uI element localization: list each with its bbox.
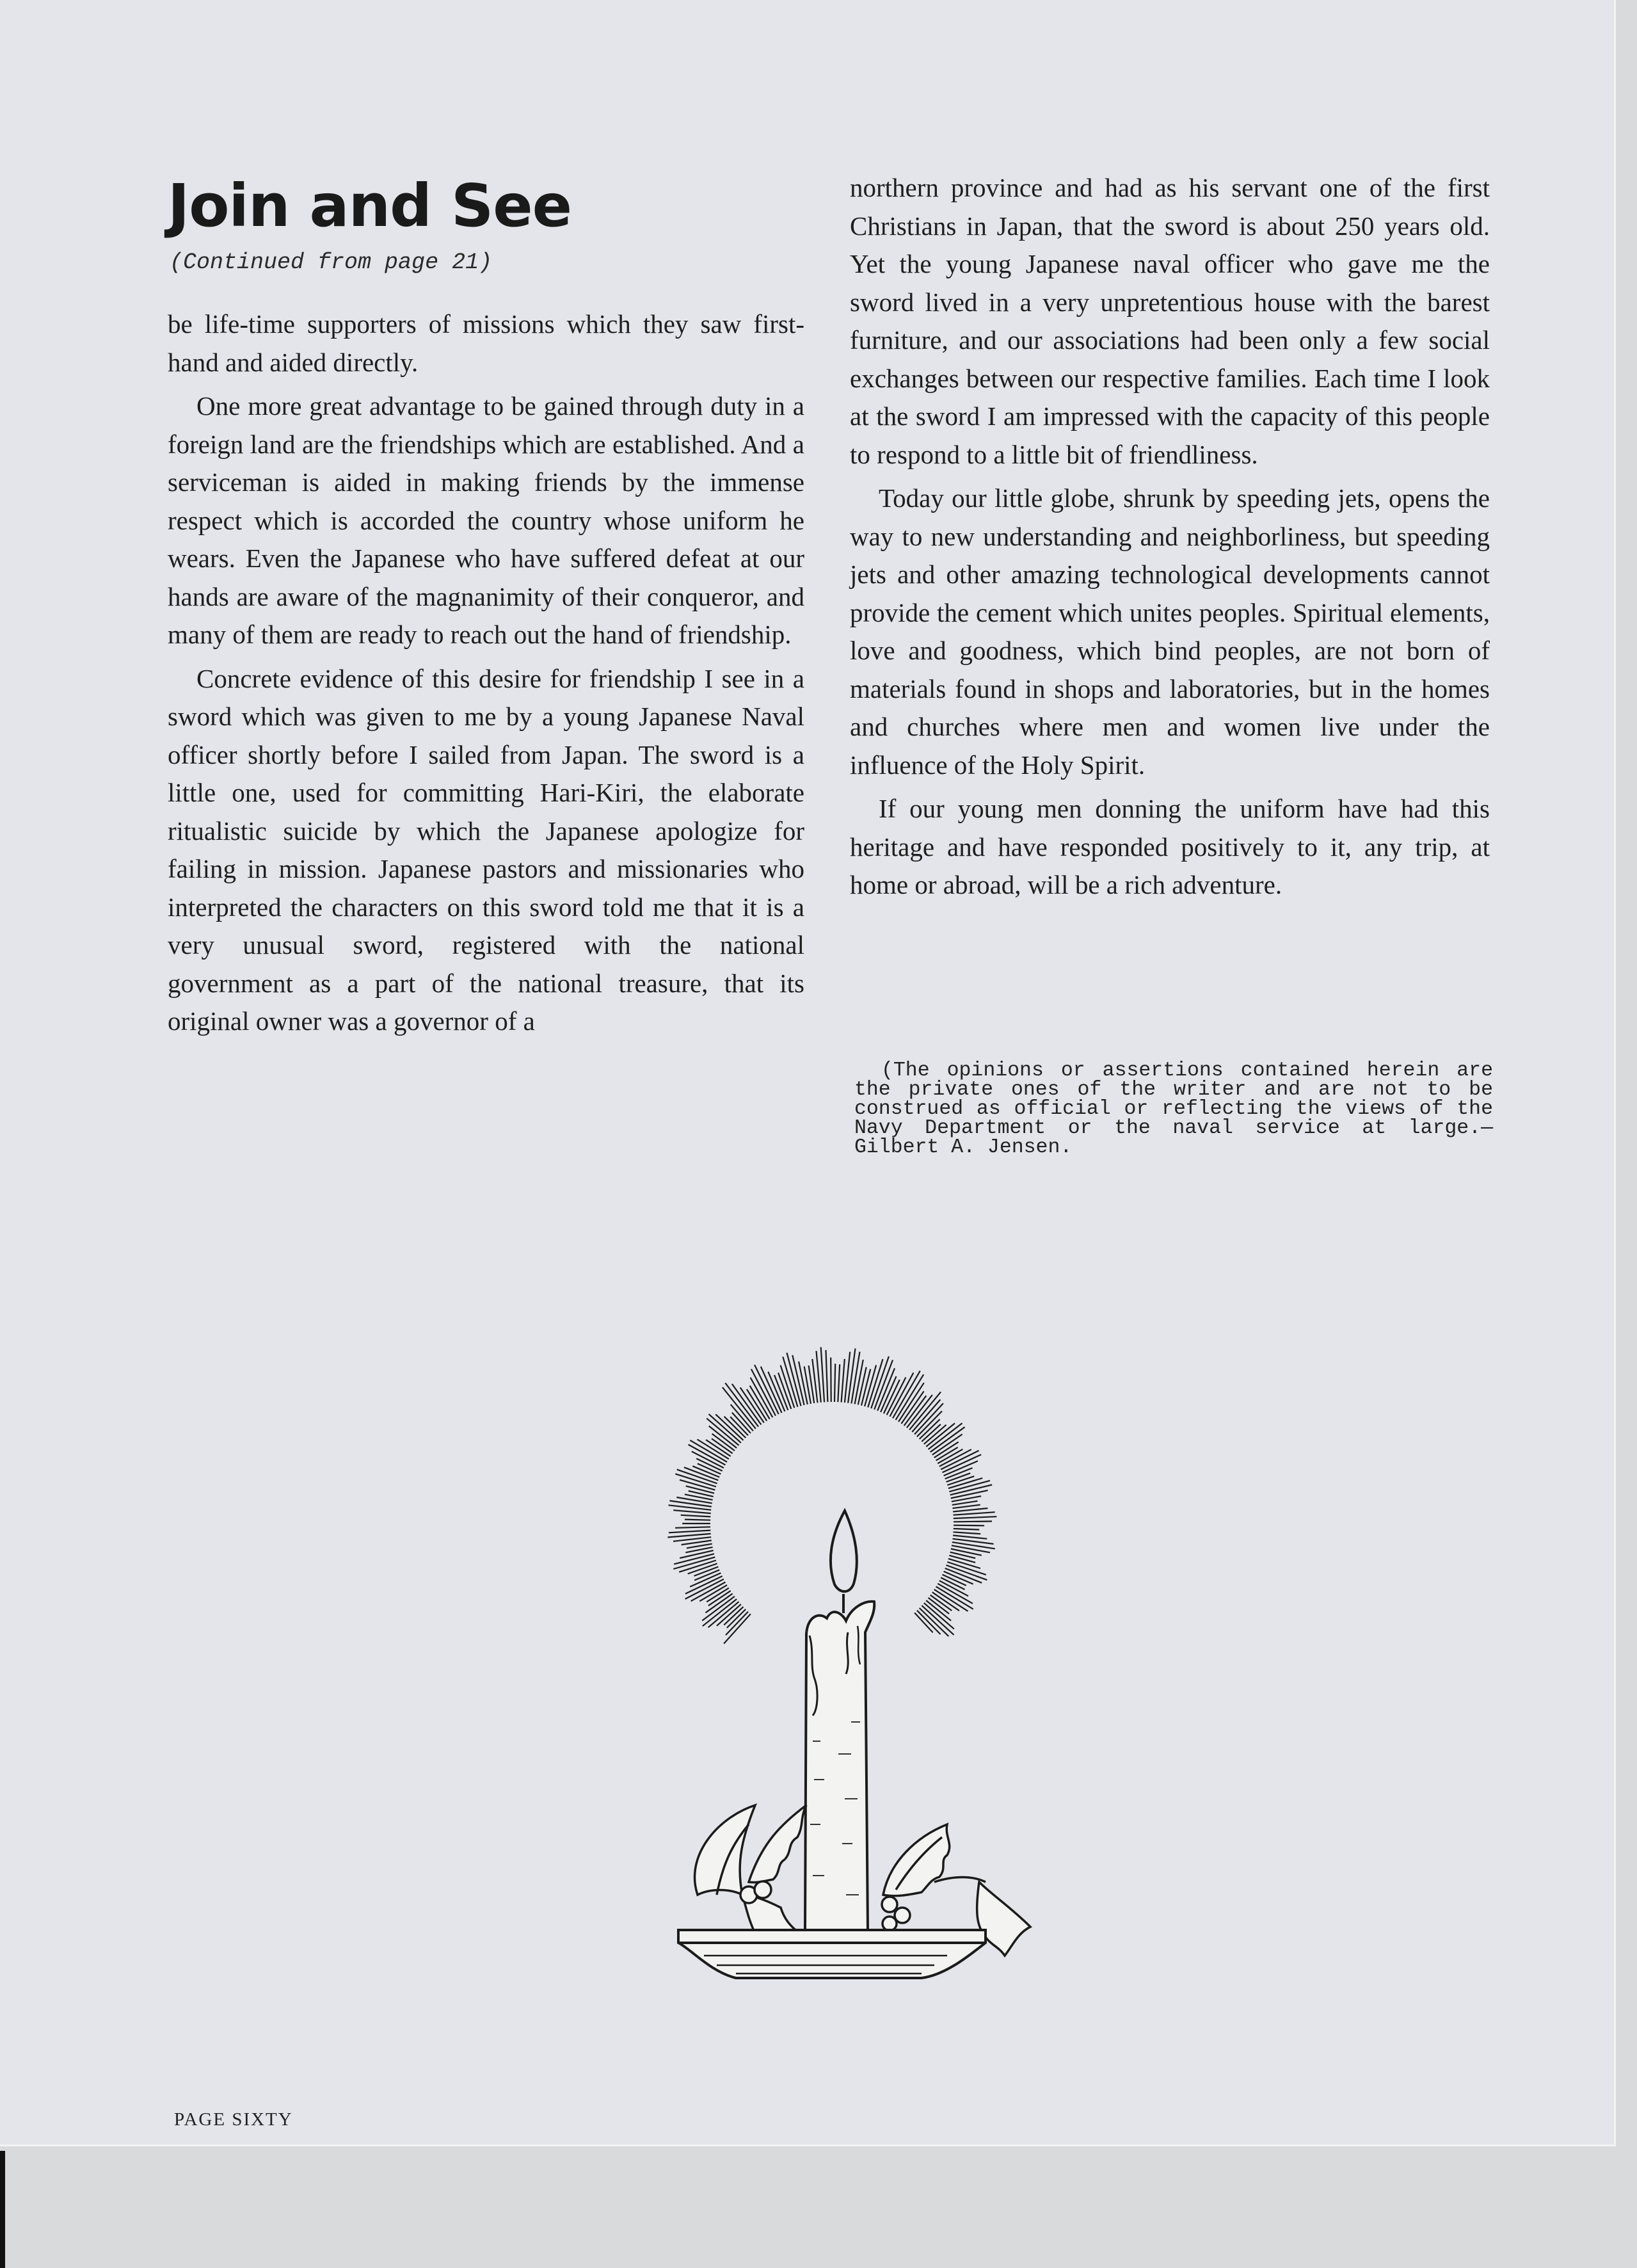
paragraph: One more great advantage to be gained through duty in a foreign land are the friendships which are established. And a serviceman is aided in making friends by the immense respect which is accorded the country whose uniform he wears. Even the Japanese who have suffered defeat at our hands are aware of the magnanimity of their conqueror, and many of them are ready to reach out the hand of friendship. [168, 391, 804, 649]
continued-note: (Continued from page 21) [170, 250, 493, 275]
flame-icon [831, 1511, 857, 1591]
paragraph: Concrete evidence of this desire for friendship I see in a sword which was given to me by a young Japanese Naval officer shortly before I sailed from Japan. The sword is a little one, used for committing Hari-Kiri, the elaborate ritualistic suicide by which the Japanese apologize for failing in mission. Japanese pastors and missionaries who interpreted the characters on this sword told me that it is a very unusual sword, registered with the national government as a part of the national treasure, that its original owner was a governor of a [168, 663, 804, 1036]
scan-edge [0, 2151, 5, 2268]
article-title: Join and See [168, 172, 572, 240]
halo-rays [667, 1347, 996, 1644]
paragraph: If our young men donning the uniform have had this heritage and have responded positively to it, any trip, at home or abroad, will be a rich adventure. [850, 794, 1490, 899]
holly-left [695, 1805, 806, 1933]
candle-body [805, 1602, 874, 1930]
candle-dish [678, 1930, 986, 1978]
candle-illustration [589, 1331, 1075, 1984]
disclaimer-footnote: (The opinions or assertions contained herein are the private ones of the writer and are not to be construed as official or reflecting the views of the Navy Department or the naval service at large.—Gilbert A. Jensen. [854, 1059, 1493, 1159]
left-column [168, 305, 804, 1047]
paragraph: be life-time supporters of missions which they saw first-hand and aided directly. [168, 309, 804, 377]
paragraph: Today our little globe, shrunk by speeding jets, opens the way to new understanding and neighborliness, but speeding jets and other amazing technological developments cannot provide the cement which unites peoples. Spiritual elements, love and goodness, which bind peoples, are not born of materials found in shops and laboratories, but in the homes and churches where men and women live under the influence of the Holy Spirit. [850, 483, 1490, 780]
page-number: PAGE SIXTY [174, 2109, 293, 2130]
right-column [850, 169, 1490, 910]
paragraph: northern province and had as his servant one of the first Christians in Japan, that the sword is about 250 years old. Yet the young Japanese naval officer who gave me the sword lived in a very unpretentious house with the barest furniture, and our associations had been only a few social exchanges between our respective families. Each time I look at the sword I am impressed with the capacity of this people to respond to a little bit of friendliness. [850, 173, 1490, 469]
